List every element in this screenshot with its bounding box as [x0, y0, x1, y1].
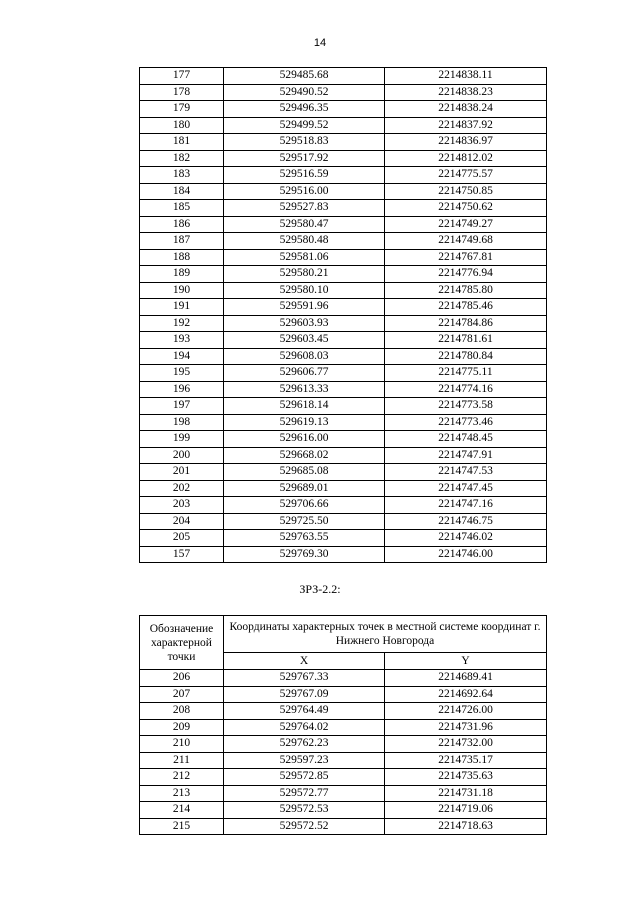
- y-coordinate-cell: 2214767.81: [385, 249, 547, 266]
- x-coordinate-cell: 529572.85: [224, 769, 385, 786]
- point-number-cell: 208: [140, 703, 224, 720]
- x-coordinate-cell: 529763.55: [224, 530, 385, 547]
- table-row: [140, 249, 547, 266]
- y-coordinate-cell: 2214785.80: [385, 282, 547, 299]
- x-coordinate-cell: 529490.52: [224, 84, 385, 101]
- x-coordinate-cell: 529485.68: [224, 68, 385, 85]
- y-coordinate-cell: 2214836.97: [385, 134, 547, 151]
- point-number-cell: 202: [140, 480, 224, 497]
- x-coordinate-cell: 529572.77: [224, 785, 385, 802]
- point-number-cell: 194: [140, 348, 224, 365]
- x-coordinate-cell: 529581.06: [224, 249, 385, 266]
- y-coordinate-cell: 2214784.86: [385, 315, 547, 332]
- x-coordinate-cell: 529516.00: [224, 183, 385, 200]
- coordinates-table-body: [140, 670, 547, 835]
- table-row: [140, 134, 547, 151]
- y-coordinate-cell: 2214719.06: [385, 802, 547, 819]
- table-row: [140, 670, 547, 687]
- y-coordinate-cell: 2214746.00: [385, 546, 547, 563]
- x-coordinate-cell: 529580.48: [224, 233, 385, 250]
- table-row: [140, 200, 547, 217]
- x-coordinate-cell: 529764.02: [224, 719, 385, 736]
- x-coordinate-cell: 529580.47: [224, 216, 385, 233]
- point-number-cell: 183: [140, 167, 224, 184]
- table-row: [140, 315, 547, 332]
- table-row: [140, 167, 547, 184]
- table-row: [140, 365, 547, 382]
- table-row: [140, 785, 547, 802]
- table-row: [140, 513, 547, 530]
- point-number-cell: 157: [140, 546, 224, 563]
- table-header-row: [140, 616, 547, 653]
- y-coordinate-cell: 2214776.94: [385, 266, 547, 283]
- table-row: [140, 233, 547, 250]
- point-number-cell: 212: [140, 769, 224, 786]
- y-coordinate-cell: 2214747.16: [385, 497, 547, 514]
- x-coordinate-cell: 529603.93: [224, 315, 385, 332]
- y-coordinate-cell: 2214812.02: [385, 150, 547, 167]
- table-row: [140, 216, 547, 233]
- y-coordinate-cell: 2214775.57: [385, 167, 547, 184]
- table-row: [140, 414, 547, 431]
- point-number-cell: 211: [140, 752, 224, 769]
- y-coordinate-cell: 2214838.11: [385, 68, 547, 85]
- point-number-cell: 179: [140, 101, 224, 118]
- coordinates-table-zrz-2-2: [139, 615, 547, 835]
- point-number-cell: 210: [140, 736, 224, 753]
- table-row: [140, 101, 547, 118]
- point-number-cell: 188: [140, 249, 224, 266]
- y-coordinate-cell: 2214747.53: [385, 464, 547, 481]
- point-number-cell: 189: [140, 266, 224, 283]
- table-row: [140, 299, 547, 316]
- table-row: [140, 282, 547, 299]
- y-coordinate-cell: 2214732.00: [385, 736, 547, 753]
- table-row: [140, 447, 547, 464]
- point-number-cell: 190: [140, 282, 224, 299]
- coordinates-table-continued: [139, 67, 547, 563]
- table-row: [140, 348, 547, 365]
- point-number-cell: 205: [140, 530, 224, 547]
- table-row: [140, 381, 547, 398]
- y-coordinate-cell: 2214747.91: [385, 447, 547, 464]
- x-coordinate-cell: 529580.21: [224, 266, 385, 283]
- point-number-cell: 192: [140, 315, 224, 332]
- table-row: [140, 703, 547, 720]
- x-coordinate-cell: 529603.45: [224, 332, 385, 349]
- x-coordinate-cell: 529499.52: [224, 117, 385, 134]
- point-number-cell: 195: [140, 365, 224, 382]
- point-number-cell: 181: [140, 134, 224, 151]
- y-coordinate-cell: 2214838.23: [385, 84, 547, 101]
- x-coordinate-cell: 529572.52: [224, 818, 385, 835]
- x-coordinate-cell: 529769.30: [224, 546, 385, 563]
- table-row: [140, 719, 547, 736]
- point-number-cell: 186: [140, 216, 224, 233]
- header-y: Y: [385, 653, 547, 670]
- point-number-cell: 196: [140, 381, 224, 398]
- y-coordinate-cell: 2214748.45: [385, 431, 547, 448]
- y-coordinate-cell: 2214731.96: [385, 719, 547, 736]
- point-number-cell: 185: [140, 200, 224, 217]
- table-row: [140, 818, 547, 835]
- x-coordinate-cell: 529767.33: [224, 670, 385, 687]
- x-coordinate-cell: 529685.08: [224, 464, 385, 481]
- y-coordinate-cell: 2214718.63: [385, 818, 547, 835]
- point-number-cell: 180: [140, 117, 224, 134]
- table-row: [140, 84, 547, 101]
- table-row: [140, 398, 547, 415]
- coordinates-table-body: [140, 68, 547, 563]
- point-number-cell: 213: [140, 785, 224, 802]
- x-coordinate-cell: 529762.23: [224, 736, 385, 753]
- x-coordinate-cell: 529764.49: [224, 703, 385, 720]
- table-row: [140, 68, 547, 85]
- y-coordinate-cell: 2214775.11: [385, 365, 547, 382]
- point-number-cell: 184: [140, 183, 224, 200]
- y-coordinate-cell: 2214781.61: [385, 332, 547, 349]
- x-coordinate-cell: 529496.35: [224, 101, 385, 118]
- table-row: [140, 802, 547, 819]
- table-row: [140, 431, 547, 448]
- y-coordinate-cell: 2214750.85: [385, 183, 547, 200]
- y-coordinate-cell: 2214746.02: [385, 530, 547, 547]
- x-coordinate-cell: 529689.01: [224, 480, 385, 497]
- table-row: [140, 546, 547, 563]
- section-caption: ЗРЗ-2.2:: [299, 582, 341, 596]
- x-coordinate-cell: 529517.92: [224, 150, 385, 167]
- y-coordinate-cell: 2214735.63: [385, 769, 547, 786]
- y-coordinate-cell: 2214837.92: [385, 117, 547, 134]
- header-x: X: [224, 653, 385, 670]
- x-coordinate-cell: 529616.00: [224, 431, 385, 448]
- table-header: [140, 616, 547, 670]
- y-coordinate-cell: 2214785.46: [385, 299, 547, 316]
- y-coordinate-cell: 2214692.64: [385, 686, 547, 703]
- header-point-designation: Обозначение характерной точки: [140, 616, 224, 670]
- x-coordinate-cell: 529580.10: [224, 282, 385, 299]
- x-coordinate-cell: 529518.83: [224, 134, 385, 151]
- point-number-cell: 207: [140, 686, 224, 703]
- y-coordinate-cell: 2214838.24: [385, 101, 547, 118]
- y-coordinate-cell: 2214735.17: [385, 752, 547, 769]
- x-coordinate-cell: 529725.50: [224, 513, 385, 530]
- point-number-cell: 187: [140, 233, 224, 250]
- table-row: [140, 150, 547, 167]
- point-number-cell: 178: [140, 84, 224, 101]
- y-coordinate-cell: 2214750.62: [385, 200, 547, 217]
- table-row: [140, 464, 547, 481]
- point-number-cell: 209: [140, 719, 224, 736]
- point-number-cell: 203: [140, 497, 224, 514]
- x-coordinate-cell: 529668.02: [224, 447, 385, 464]
- y-coordinate-cell: 2214731.18: [385, 785, 547, 802]
- point-number-cell: 177: [140, 68, 224, 85]
- x-coordinate-cell: 529572.53: [224, 802, 385, 819]
- table-row: [140, 736, 547, 753]
- point-number-cell: 191: [140, 299, 224, 316]
- point-number-cell: 206: [140, 670, 224, 687]
- point-number-cell: 200: [140, 447, 224, 464]
- x-coordinate-cell: 529527.83: [224, 200, 385, 217]
- point-number-cell: 201: [140, 464, 224, 481]
- y-coordinate-cell: 2214689.41: [385, 670, 547, 687]
- y-coordinate-cell: 2214749.68: [385, 233, 547, 250]
- point-number-cell: 198: [140, 414, 224, 431]
- point-number-cell: 182: [140, 150, 224, 167]
- point-number-cell: 193: [140, 332, 224, 349]
- x-coordinate-cell: 529597.23: [224, 752, 385, 769]
- x-coordinate-cell: 529591.96: [224, 299, 385, 316]
- y-coordinate-cell: 2214726.00: [385, 703, 547, 720]
- table-row: [140, 332, 547, 349]
- x-coordinate-cell: 529767.09: [224, 686, 385, 703]
- header-coordinates: Координаты характерных точек в местной системе координат г. Нижнего Новгорода: [224, 616, 547, 653]
- x-coordinate-cell: 529706.66: [224, 497, 385, 514]
- table-row: [140, 686, 547, 703]
- y-coordinate-cell: 2214780.84: [385, 348, 547, 365]
- x-coordinate-cell: 529516.59: [224, 167, 385, 184]
- table-row: [140, 480, 547, 497]
- x-coordinate-cell: 529618.14: [224, 398, 385, 415]
- x-coordinate-cell: 529606.77: [224, 365, 385, 382]
- table-row: [140, 183, 547, 200]
- table-row: [140, 752, 547, 769]
- y-coordinate-cell: 2214747.45: [385, 480, 547, 497]
- point-number-cell: 204: [140, 513, 224, 530]
- point-number-cell: 199: [140, 431, 224, 448]
- y-coordinate-cell: 2214773.46: [385, 414, 547, 431]
- page-number: 14: [313, 37, 327, 49]
- point-number-cell: 215: [140, 818, 224, 835]
- table-row: [140, 530, 547, 547]
- y-coordinate-cell: 2214746.75: [385, 513, 547, 530]
- table-row: [140, 497, 547, 514]
- x-coordinate-cell: 529613.33: [224, 381, 385, 398]
- y-coordinate-cell: 2214749.27: [385, 216, 547, 233]
- table-row: [140, 266, 547, 283]
- point-number-cell: 197: [140, 398, 224, 415]
- x-coordinate-cell: 529608.03: [224, 348, 385, 365]
- point-number-cell: 214: [140, 802, 224, 819]
- table-row: [140, 117, 547, 134]
- y-coordinate-cell: 2214773.58: [385, 398, 547, 415]
- x-coordinate-cell: 529619.13: [224, 414, 385, 431]
- table-row: [140, 769, 547, 786]
- y-coordinate-cell: 2214774.16: [385, 381, 547, 398]
